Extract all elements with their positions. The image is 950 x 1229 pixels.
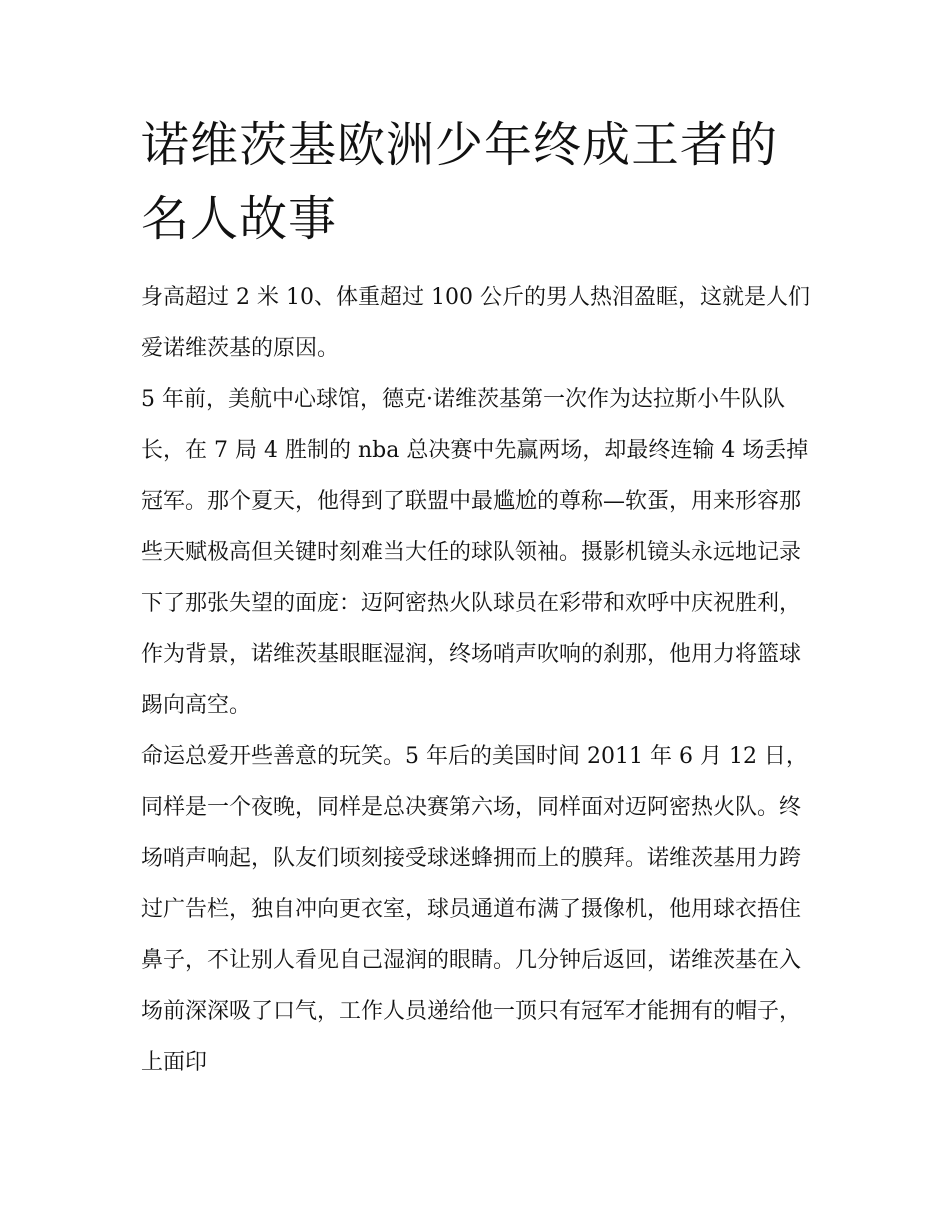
paragraph-1: 身高超过 2 米 10、体重超过 100 公斤的男人热泪盈眶，这就是人们爱诺维茨基的原因。 xyxy=(141,285,810,361)
document-title: 诺维茨基欧洲少年终成王者的名人故事 xyxy=(141,117,779,247)
paragraph-3: 命运总爱开些善意的玩笑。5 年后的美国时间 2011 年 6 月 12 日，同样是一个夜晚，同样是总决赛第六场，同样面对迈阿密热火队。终场哨声响起，队友们顷刻接受球迷蜂拥而上的膜拜。诺维茨基用力跨过广告栏，独自冲向更衣室，球员通道布满了摄像机，他用球衣捂住鼻子，不让别人看见自己湿润的眼睛。几分钟后返回，诺维茨基在入场前深深吸了口气，工作人员递给他一顶只有冠军才能拥有的帽子，上面印 xyxy=(141,744,808,1075)
document-page xyxy=(141,108,813,1088)
document-body xyxy=(141,272,813,1088)
paragraph-2: 5 年前，美航中心球馆，德克·诺维茨基第一次作为达拉斯小牛队队长，在 7 局 4 胜制的 nba 总决赛中先赢两场，却最终连输 4 场丢掉冠军。那个夏天，他得到了联盟中最尴尬的尊称—软蛋，用来形容那些天赋极高但关键时刻难当大任的球队领袖。摄影机镜头永远地记录下了那张失望的面庞：迈阿密热火队球员在彩带和欢呼中庆祝胜利，作为背景，诺维茨基眼眶湿润，终场哨声吹响的刹那，他用力将篮球踢向高空。 xyxy=(141,387,809,718)
